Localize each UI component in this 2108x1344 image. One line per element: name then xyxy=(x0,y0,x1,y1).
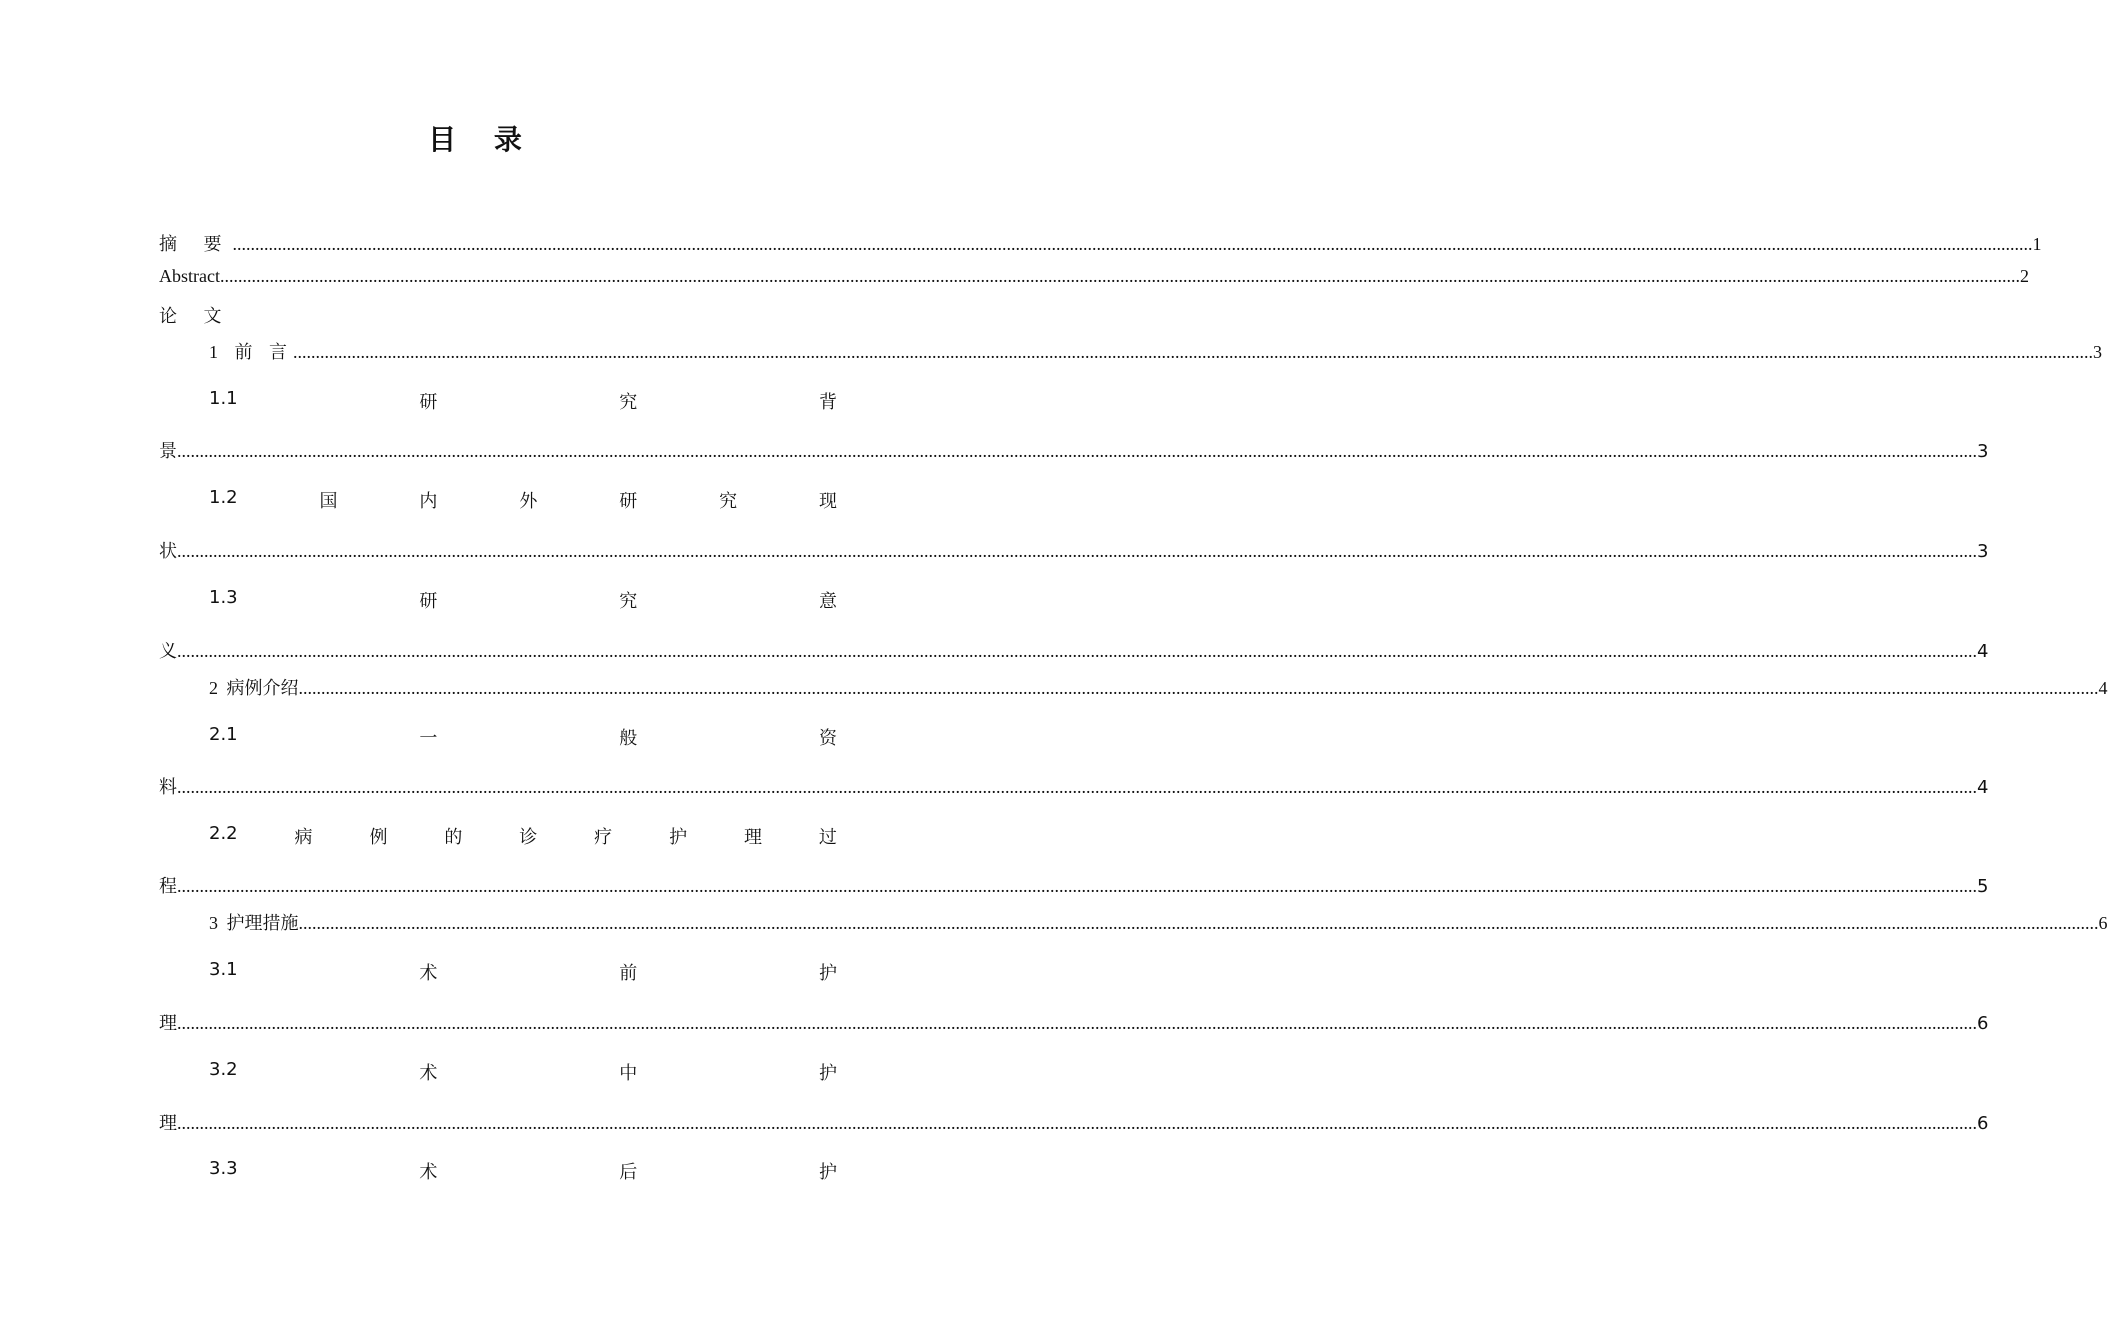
toc-entry-char: 究 xyxy=(619,591,638,612)
toc-entry-text: 景 xyxy=(159,441,177,461)
toc-leader-dots: ................................................................................................................................................................................................................................................................................................................................................................................................................ xyxy=(177,441,1977,461)
toc-entry-text: 3 护理措施 xyxy=(209,913,299,933)
toc-page-number: 1 xyxy=(2032,234,2042,254)
toc-leader-dots: ................................................................................................................................................................................................................................................................................................................................................................................................................ xyxy=(177,641,1977,661)
toc-entry-text: 1 前 言 xyxy=(209,342,293,362)
toc-page-number: 3 xyxy=(1977,541,1989,562)
toc-entry-thesis[interactable] xyxy=(159,302,821,332)
toc-entry-number: 1.1 xyxy=(209,388,238,409)
toc-entry-abstract-en[interactable] xyxy=(159,266,2029,296)
toc-entry-s2-1-cont[interactable] xyxy=(159,773,1989,803)
toc-entry-char: 例 xyxy=(369,827,388,848)
toc-entry-text: Abstract xyxy=(159,266,220,286)
toc-entry-s1-3[interactable] xyxy=(209,587,837,613)
toc-entry-char: 护 xyxy=(818,1162,837,1183)
toc-entry-char: 病 xyxy=(294,827,313,848)
toc-entry-s3-1[interactable] xyxy=(209,959,837,985)
toc-entry-text: 理 xyxy=(159,1013,177,1033)
toc-entry-char: 外 xyxy=(519,491,538,512)
toc-entry-s1-1-cont[interactable] xyxy=(159,437,1989,467)
toc-leader-dots: ................................................................................................................................................................................................................................................................................................................................................................................................................ xyxy=(177,1013,1977,1033)
toc-entry-s1-2[interactable] xyxy=(209,487,837,513)
toc-entry-s2-1[interactable] xyxy=(209,724,837,750)
toc-page-number: 4 xyxy=(1977,777,1989,798)
toc-page-number: 6 xyxy=(1977,1113,1989,1134)
toc-entry-text: 2 病例介绍 xyxy=(209,678,299,698)
toc-leader-dots: ................................................................................................................................................................................................................................................................................................................................................................................................................ xyxy=(232,234,2033,254)
toc-entry-char: 研 xyxy=(419,392,438,413)
toc-entry-char: 护 xyxy=(818,1063,837,1084)
toc-entry-s2-2[interactable] xyxy=(209,823,837,849)
toc-entry-s3-3[interactable] xyxy=(209,1158,837,1184)
toc-entry-s1-2-cont[interactable] xyxy=(159,537,1989,567)
toc-entry-s1-1[interactable] xyxy=(209,388,837,414)
toc-entry-char: 术 xyxy=(419,1063,438,1084)
toc-entry-char: 般 xyxy=(619,728,638,749)
toc-page-number: 3 xyxy=(1977,441,1989,462)
toc-entry-char: 护 xyxy=(669,827,688,848)
toc-leader-dots: ................................................................................................................................................................................................................................................................................................................................................................................................................ xyxy=(177,876,1977,896)
toc-leader-dots: ................................................................................................................................................................................................................................................................................................................................................................................................................ xyxy=(177,777,1977,797)
toc-entry-char: 护 xyxy=(818,963,837,984)
toc-entry-s3-2[interactable] xyxy=(209,1059,837,1085)
toc-entry-s1[interactable] xyxy=(209,338,2102,368)
toc-entry-text: 状 xyxy=(159,541,177,561)
toc-entry-char: 中 xyxy=(619,1063,638,1084)
toc-entry-char: 内 xyxy=(419,491,438,512)
toc-entry-char: 的 xyxy=(444,827,463,848)
toc-entry-number: 3.3 xyxy=(209,1158,238,1179)
toc-entry-text: 论 文 xyxy=(159,306,233,326)
toc-entry-text: 程 xyxy=(159,876,177,896)
toc-entry-char: 现 xyxy=(818,491,837,512)
toc-page-number: 3 xyxy=(2093,342,2102,362)
toc-leader-dots: ................................................................................................................................................................................................................................................................................................................................................................................................................ xyxy=(298,678,2099,698)
toc-entry-s3-2-cont[interactable] xyxy=(159,1109,1989,1139)
toc-leader-dots: ................................................................................................................................................................................................................................................................................................................................................................................................................ xyxy=(293,342,2093,362)
toc-entry-s3-1-cont[interactable] xyxy=(159,1009,1989,1039)
toc-entry-char: 究 xyxy=(719,491,738,512)
toc-entry-char: 意 xyxy=(818,591,837,612)
toc-entry-s2-2-cont[interactable] xyxy=(159,872,1989,902)
toc-entry-number: 1.2 xyxy=(209,487,238,508)
toc-entry-char: 前 xyxy=(619,963,638,984)
toc-entry-s2[interactable] xyxy=(209,674,2108,704)
toc-entry-char: 究 xyxy=(619,392,638,413)
toc-entry-s3[interactable] xyxy=(209,909,2108,939)
toc-entry-number: 1.3 xyxy=(209,587,238,608)
toc-entry-char: 研 xyxy=(619,491,638,512)
toc-entry-char: 研 xyxy=(419,591,438,612)
toc-page-number: 5 xyxy=(1977,876,1989,897)
toc-entry-char: 背 xyxy=(818,392,837,413)
toc-entry-char: 诊 xyxy=(519,827,538,848)
toc-entry-char: 过 xyxy=(818,827,837,848)
toc-leader-dots: ................................................................................................................................................................................................................................................................................................................................................................................................................ xyxy=(219,266,2020,286)
toc-page-number: 2 xyxy=(2019,266,2029,286)
toc-entry-char: 国 xyxy=(319,491,338,512)
toc-entry-char: 理 xyxy=(743,827,762,848)
toc-entry-char: 疗 xyxy=(594,827,613,848)
toc-leader-dots: ................................................................................................................................................................................................................................................................................................................................................................................................................ xyxy=(177,541,1977,561)
toc-entry-char: 后 xyxy=(619,1162,638,1183)
toc-entry-text: 义 xyxy=(159,641,177,661)
toc-entry-number: 3.2 xyxy=(209,1059,238,1080)
toc-page-number: 6 xyxy=(2098,913,2108,933)
toc-leader-dots: ................................................................................................................................................................................................................................................................................................................................................................................................................ xyxy=(298,913,2099,933)
toc-entry-number: 3.1 xyxy=(209,959,238,980)
toc-entry-abstract-cn[interactable] xyxy=(159,230,2042,260)
toc-page-number: 4 xyxy=(2098,678,2108,698)
toc-entry-char: 一 xyxy=(419,728,438,749)
toc-entry-char: 术 xyxy=(419,1162,438,1183)
toc-page-number: 6 xyxy=(1977,1013,1989,1034)
toc-entry-s1-3-cont[interactable] xyxy=(159,637,1989,667)
toc-page-number: 4 xyxy=(1977,641,1989,662)
toc-entry-text: 摘 要 xyxy=(159,234,233,254)
toc-entry-char: 术 xyxy=(419,963,438,984)
toc-entry-text: 料 xyxy=(159,777,177,797)
toc-entry-number: 2.1 xyxy=(209,724,238,745)
toc-entry-text: 理 xyxy=(159,1113,177,1133)
toc-title: 目 录 xyxy=(428,123,536,156)
toc-entry-char: 资 xyxy=(818,728,837,749)
toc-leader-dots: ................................................................................................................................................................................................................................................................................................................................................................................................................ xyxy=(177,1113,1977,1133)
toc-entry-number: 2.2 xyxy=(209,823,238,844)
